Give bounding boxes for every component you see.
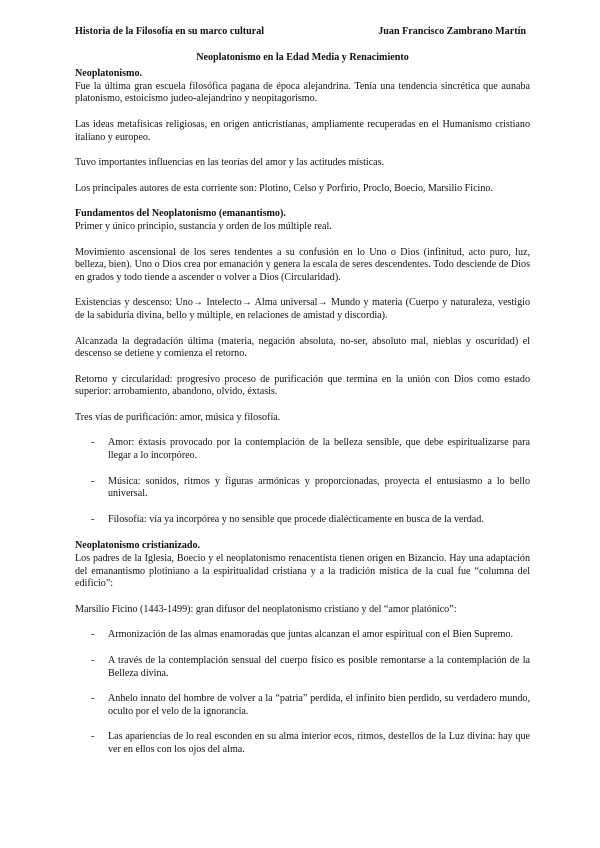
list-item <box>75 629 530 642</box>
section-heading-fundamentos: Fundamentos del Neoplatonismo (emanantismo). <box>75 208 286 220</box>
paragraph: Tres vías de purificación: amor, música y filosofía. <box>75 411 281 423</box>
header-course-title: Historia de la Filosofía en su marco cultural <box>75 26 265 37</box>
paragraph: Los padres de la Iglesia, Boecio y el neoplatonismo renacentista tienen origen en Bizancio. Hay una adaptación del emanantismo plotiniano a la espiritualidad cristiana y a la tradición mística de la cual fue “columna del edificio”: <box>75 553 530 590</box>
list-item-text: A través de la contemplación sensual del cuerpo físico es posible remontarse a la contemplación de la Belleza divina. <box>108 655 530 679</box>
dash-bullet: - <box>91 475 95 487</box>
ficino-list <box>75 629 530 756</box>
section-heading-cristianizado: Neoplatonismo cristianizado. <box>75 540 201 552</box>
paragraph: Las ideas metafísicas religiosas, en origen anticristianas, ampliamente recuperadas en el Humanismo cristiano italiano y europeo. <box>75 118 530 143</box>
paragraph: Los principales autores de esta corriente son: Plotino, Celso y Porfirio, Proclo, Boecio, Marsilio Ficino. <box>75 182 493 194</box>
paragraph: Alcanzada la degradación última (materia, negación absoluta, no-ser, absoluto mal, nieblas y oscuridad) el descenso se detiene y comienza el retorno. <box>75 335 530 360</box>
list-item-text: Amor: éxtasis provocado por la contemplación de la belleza sensible, que debe espiritualizarse para llegar a lo incorpóreo. <box>108 437 530 462</box>
list-item <box>75 731 530 756</box>
list-item-text: Filosofía: vía ya incorpórea y no sensible que procede dialécticamente en busca de la verdad. <box>108 513 484 525</box>
dash-bullet: - <box>91 513 95 525</box>
list-item <box>75 655 530 680</box>
paragraph: Fue la última gran escuela filosófica pagana de época alejandrina. Tenía una tendencia sincrética que aunaba platonismo, estoicismo judeo-alejandrino y neopitagorismo. <box>75 80 530 105</box>
dash-bullet: - <box>91 629 95 641</box>
paragraph: Primer y único principio, sustancia y orden de los múltiple real. <box>75 220 332 232</box>
document-page <box>75 26 530 757</box>
purification-list <box>75 437 530 526</box>
list-item <box>75 514 530 527</box>
dash-bullet: - <box>91 731 95 743</box>
page-header <box>75 26 530 39</box>
dash-bullet: - <box>91 693 95 705</box>
document-title: Neoplatonismo en la Edad Media y Renacimiento <box>196 51 409 63</box>
list-item-text: Las apariencias de lo real esconden en su alma interior ecos, ritmos, destellos de la Luz divina: hay que ver en ellos con los ojos del alma. <box>108 731 530 755</box>
paragraph: Tuvo importantes influencias en las teorías del amor y las actitudes místicas. <box>75 157 385 169</box>
dash-bullet: - <box>91 437 95 449</box>
section-heading-neoplatonismo: Neoplatonismo. <box>75 68 143 80</box>
list-item-text: Música: sonidos, ritmos y figuras armónicas y proporcionadas, proyecta el entusiasmo a lo bello universal. <box>108 475 530 500</box>
list-item <box>75 693 530 718</box>
dash-bullet: - <box>91 655 95 666</box>
paragraph: Retorno y circularidad: progresivo proceso de purificación que termina en la unión con Dios como estado superior: arrobamiento, abandono, olvido, éxtasis. <box>75 373 530 398</box>
list-item-text: Anhelo innato del hombre de volver a la “patria” perdida, el infinito bien perdido, su verdadero mundo, oculto por el velo de la ignorancia. <box>108 693 530 717</box>
paragraph: Movimiento ascensional de los seres tendentes a su confusión en lo Uno o Dios (infinitud, acto puro, luz, belleza, bien). Uno o Dios crea por emanación y genera la escala de seres descendentes. Todo desciende de Dios en grados y todo tiende a ascender o volver a Dios (Circularidad). <box>75 246 530 283</box>
list-item-text: Armonización de las almas enamoradas que juntas alcanzan el amor espiritual con el Bien Supremo. <box>108 629 514 641</box>
paragraph: Marsilio Ficino (1443-1499): gran difusor del neoplatonismo cristiano y del “amor platónico”: <box>75 603 457 615</box>
list-item <box>75 437 530 462</box>
header-author: Juan Francisco Zambrano Martín <box>378 26 526 37</box>
paragraph: Existencias y descenso: Uno→ Intelecto→ Alma universal→ Mundo y materia (Cuerpo y naturaleza, vestigio de la sabiduría divina, bello y múltiple, en relaciones de amistad y discordia). <box>75 297 530 321</box>
list-item <box>75 476 530 501</box>
